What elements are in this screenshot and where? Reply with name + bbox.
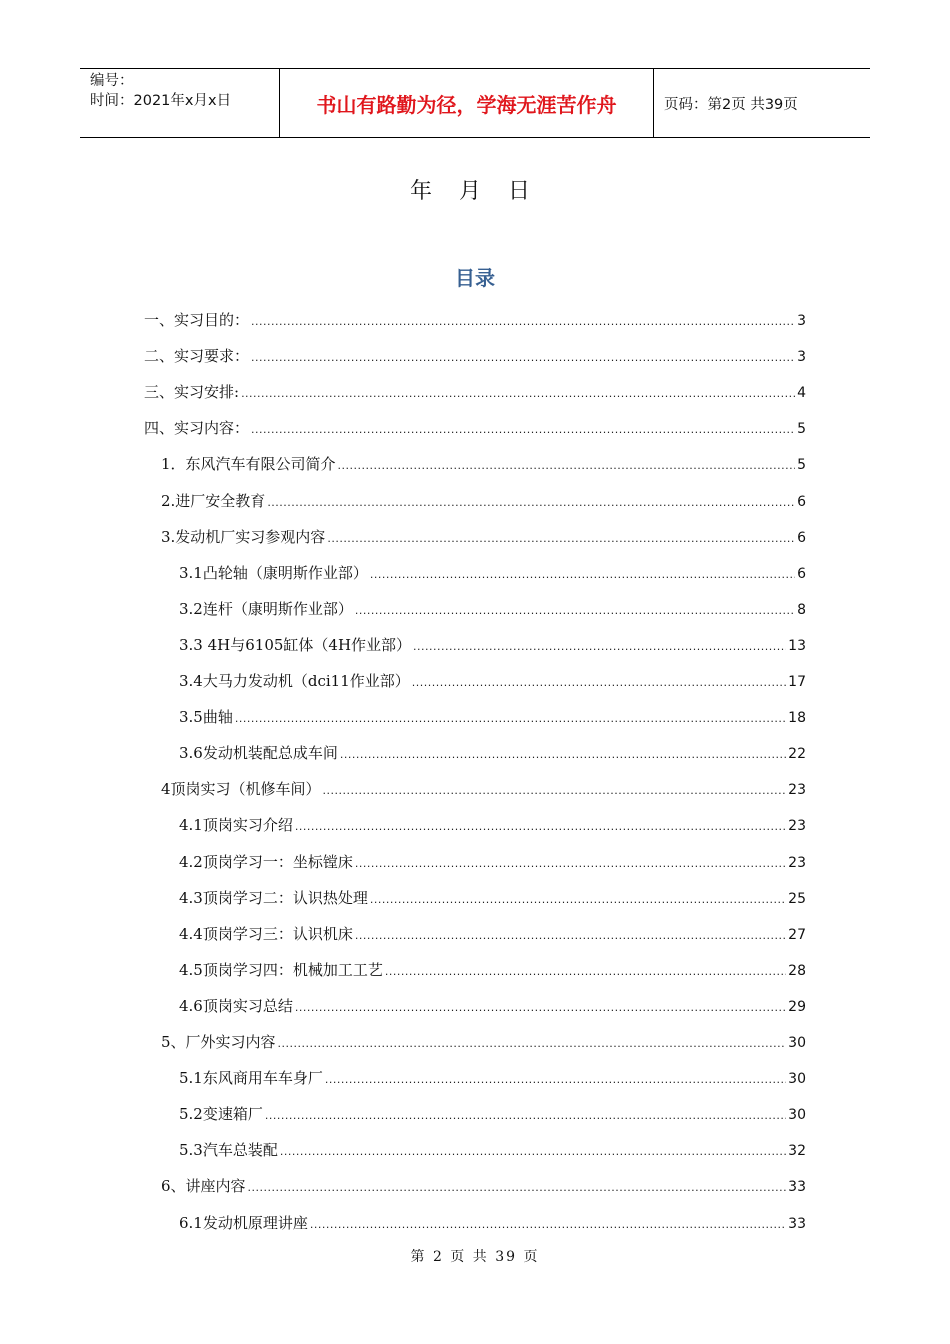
toc-entry-label: 四、实习内容： [144,419,250,438]
header-page-info: 页码：第2页 共39页 [664,96,798,113]
toc-entry-page: 30 [788,1107,806,1124]
toc-leader-dots [295,1001,786,1014]
toc-leader-dots [265,1109,786,1122]
toc-entry-label: 3.2连杆（康明斯作业部） [179,599,353,618]
toc-entry[interactable] [161,490,806,512]
page-footer: 第 2 页 共 39 页 [410,1249,540,1265]
toc-entry-label: 6、讲座内容 [161,1177,246,1196]
toc-entry-label: 4顶岗实习（机修车间） [161,780,321,799]
toc-leader-dots [385,965,786,978]
toc-entry[interactable] [144,309,806,331]
toc-leader-dots [355,857,786,870]
toc-entry[interactable] [144,381,806,403]
toc-entry-page: 30 [788,1071,806,1088]
toc-leader-dots [355,929,786,942]
toc-leader-dots [355,604,795,617]
toc-entry[interactable] [179,887,806,909]
toc-entry-page: 23 [788,854,806,871]
toc-entry-label: 3.6发动机装配总成车间 [179,744,338,763]
toc-entry[interactable] [179,634,806,656]
toc-entry[interactable] [179,995,806,1017]
toc-entry-page: 29 [788,998,806,1015]
toc-entry-label: 5.1东风商用车车身厂 [179,1069,323,1088]
toc-entry-label: 4.5顶岗学习四：机械加工工艺 [179,960,383,979]
toc-entry[interactable] [179,1103,806,1125]
toc-entry[interactable] [144,417,806,439]
toc-entry[interactable] [144,345,806,367]
toc-entry-label: 2.进厂安全教育 [161,491,266,510]
toc-entry[interactable] [161,1031,806,1053]
page-header [80,68,870,138]
date-line: 年 月 日 [410,179,540,204]
header-motto: 书山有路勤为径，学海无涯苦作舟 [280,69,654,137]
toc-entry-label: 3.4大马力发动机（dci11作业部） [179,672,410,690]
toc-leader-dots [248,1181,787,1194]
toc-leader-dots [413,640,786,653]
toc-entry[interactable] [179,706,806,728]
toc-leader-dots [325,1073,786,1086]
toc-entry-page: 25 [788,890,806,907]
header-time-label: 时间：2021年x月x日 [90,93,232,109]
toc-entry[interactable] [179,959,806,981]
toc-title: 目录 [455,266,495,290]
toc-entry[interactable] [179,814,806,836]
toc-entry[interactable] [179,1067,806,1089]
toc-entry-page: 30 [788,1035,806,1051]
toc-leader-dots [251,351,795,364]
toc-leader-dots [241,387,795,400]
toc-entry-page: 18 [788,710,806,727]
toc-entry[interactable] [179,742,806,764]
toc-entry[interactable] [179,670,806,692]
toc-leader-dots [370,568,795,581]
toc-entry[interactable] [161,526,806,548]
toc-entry-label: 1．东风汽车有限公司简介 [161,455,336,474]
toc-entry-page: 5 [797,421,806,438]
toc-entry-page: 23 [788,782,806,799]
toc-entry-label: 5、厂外实习内容 [161,1033,276,1051]
toc-entry-page: 8 [797,601,806,618]
toc-entry-label: 3.发动机厂实习参观内容 [161,527,326,546]
toc-entry-label: 4.2顶岗学习一：坐标镗床 [179,852,353,871]
toc-entry-label: 三、实习安排: [144,383,240,402]
toc-entry-page: 13 [788,637,806,654]
toc-entry-label: 4.4顶岗学习三：认识机床 [179,924,353,943]
toc-leader-dots [278,1037,787,1050]
toc-leader-dots [251,423,795,436]
toc-entry-page: 6 [797,565,806,582]
toc-entry-label: 3.1凸轮轴（康明斯作业部） [179,563,368,582]
toc-leader-dots [412,676,786,689]
toc-leader-dots [310,1218,786,1231]
toc-leader-dots [267,496,795,509]
toc-entry-page: 23 [788,818,806,835]
toc-entry-page: 28 [788,962,806,979]
toc-entry-page: 6 [797,493,806,510]
toc-entry-label: 3.5曲轴 [179,708,233,727]
toc-leader-dots [235,712,786,725]
toc-leader-dots [338,459,796,472]
toc-entry-page: 17 [788,674,806,690]
toc-entry[interactable] [179,1139,806,1161]
header-meta [80,69,280,137]
toc-entry[interactable] [161,778,806,800]
toc-entry[interactable] [161,453,806,475]
toc-entry-label: 4.6顶岗实习总结 [179,996,293,1015]
toc-entry[interactable] [179,562,806,584]
toc-entry-page: 6 [797,529,806,546]
toc-leader-dots [340,748,786,761]
toc-entry-page: 33 [788,1179,806,1196]
toc-leader-dots [280,1145,786,1158]
toc-entry-page: 32 [788,1143,806,1160]
toc-entry-page: 4 [797,385,806,402]
toc-entry-page: 3 [797,313,806,329]
toc-entry[interactable] [179,851,806,873]
toc-entry[interactable] [179,1212,806,1234]
toc-leader-dots [251,315,795,328]
toc-entry-label: 一、实习目的： [144,311,250,329]
toc-entry-page: 3 [797,349,806,366]
toc-entry[interactable] [179,923,806,945]
toc-entry-label: 二、实习要求： [144,347,250,366]
toc-entry-page: 5 [797,457,806,474]
toc-entry-label: 5.3汽车总装配 [179,1141,278,1160]
toc-leader-dots [323,784,787,797]
toc-entry-page: 27 [788,926,806,943]
header-number-label: 编号： [90,73,134,89]
toc-entry-label: 4.3顶岗学习二：认识热处理 [179,888,368,907]
toc-entry-label: 5.2变速箱厂 [179,1105,263,1124]
toc-entry-page: 22 [788,746,806,763]
toc-entry[interactable] [161,1175,806,1197]
toc-leader-dots [327,532,795,545]
toc-entry-label: 6.1发动机原理讲座 [179,1213,308,1232]
toc-leader-dots [370,893,786,906]
toc-entry-label: 4.1顶岗实习介绍 [179,816,293,835]
toc-entry-page: 33 [788,1215,806,1232]
toc-entry[interactable] [179,598,806,620]
toc-entry-label: 3.3 4H与6105缸体（4H作业部） [179,635,412,654]
toc-leader-dots [295,820,786,833]
